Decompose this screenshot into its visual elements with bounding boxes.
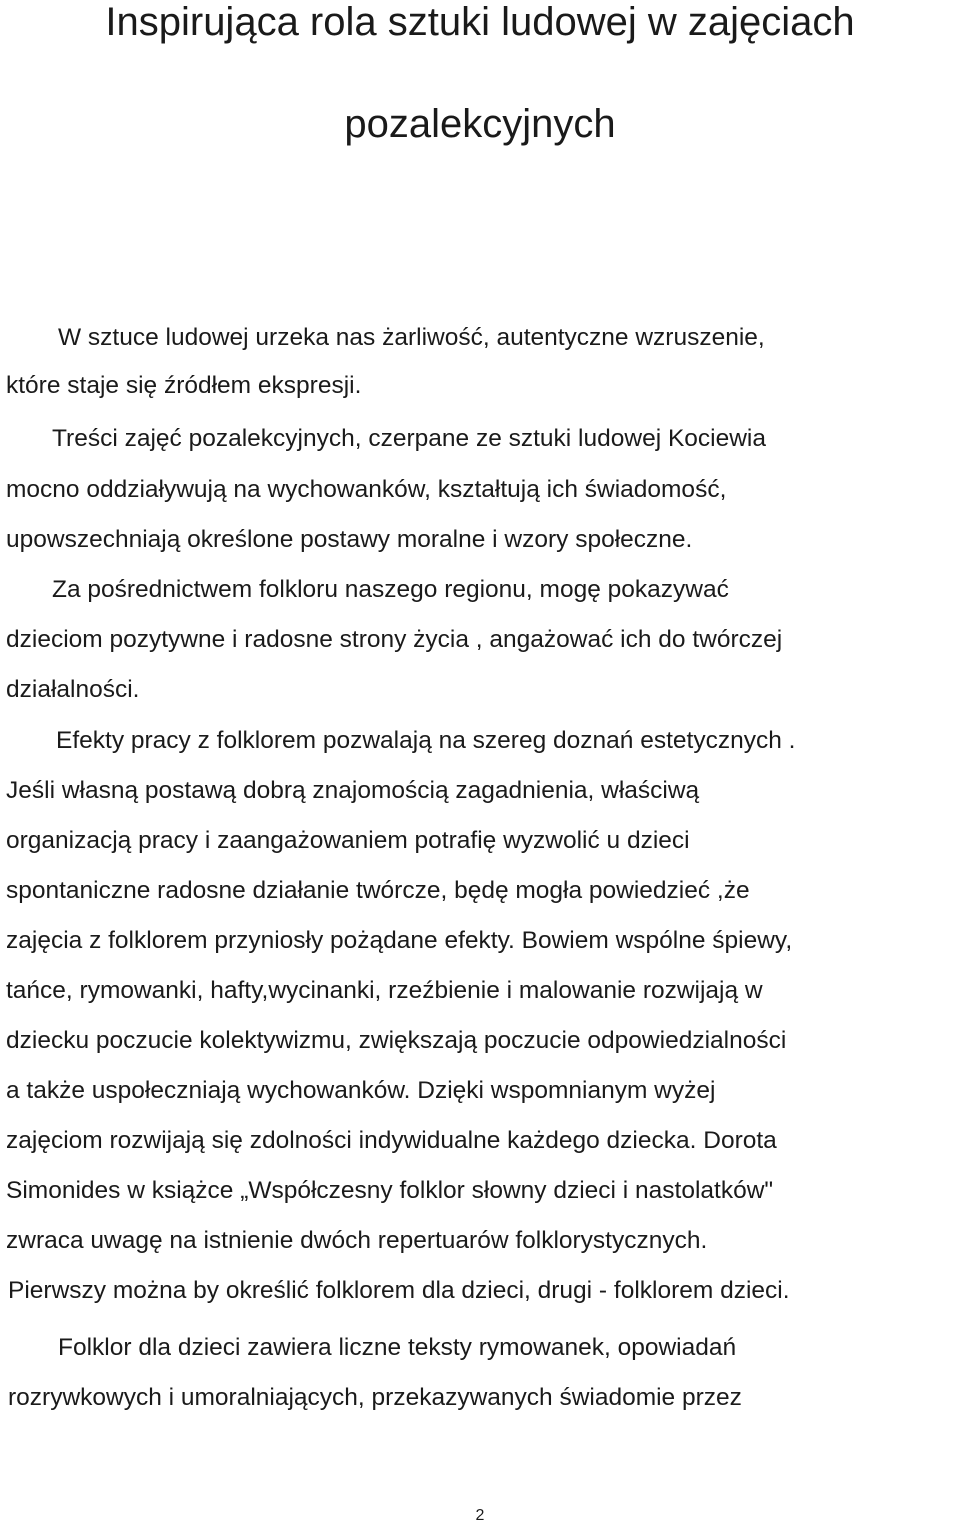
body-line: zajęcia z folklorem przyniosły pożądane efekty. Bowiem wspólne śpiewy, <box>6 927 793 954</box>
body-line: Folklor dla dzieci zawiera liczne teksty rymowanek, opowiadań <box>58 1334 737 1361</box>
body-line: Pierwszy można by określić folklorem dla dzieci, drugi - folklorem dzieci. <box>8 1277 790 1304</box>
body-line: W sztuce ludowej urzeka nas żarliwość, autentyczne wzruszenie, <box>58 324 765 351</box>
body-line: dziecku poczucie kolektywizmu, zwiększają poczucie odpowiedzialności <box>6 1027 787 1054</box>
document-title-line-2: pozalekcyjnych <box>344 102 616 146</box>
body-line: tańce, rymowanki, hafty,wycinanki, rzeźbienie i malowanie rozwijają w <box>6 977 763 1004</box>
body-line: spontaniczne radosne działanie twórcze, będę mogła powiedzieć ,że <box>6 877 750 904</box>
body-line: upowszechniają określone postawy moralne i wzory społeczne. <box>6 526 693 553</box>
body-line: Treści zajęć pozalekcyjnych, czerpane ze sztuki ludowej Kociewia <box>52 425 766 452</box>
body-line: a także uspołeczniają wychowanków. Dzięki wspomnianym wyżej <box>6 1077 716 1104</box>
page-number: 2 <box>475 1507 485 1524</box>
body-line: organizacją pracy i zaangażowaniem potrafię wyzwolić u dzieci <box>6 827 690 854</box>
body-line: działalności. <box>6 676 140 703</box>
body-line: dzieciom pozytywne i radosne strony życia , angażować ich do twórczej <box>6 626 783 653</box>
body-line: Simonides w książce „Współczesny folklor słowny dzieci i nastolatków" <box>6 1177 774 1204</box>
body-line: Efekty pracy z folklorem pozwalają na szereg doznań estetycznych . <box>56 727 796 754</box>
body-line: mocno oddziaływują na wychowanków, kształtują ich świadomość, <box>6 476 727 503</box>
document-title-line-1: Inspirująca rola sztuki ludowej w zajęciach <box>105 0 855 44</box>
body-line: rozrywkowych i umoralniających, przekazywanych świadomie przez <box>8 1384 742 1411</box>
body-line: zwraca uwagę na istnienie dwóch repertuarów folklorystycznych. <box>6 1227 708 1254</box>
body-line: Jeśli własną postawą dobrą znajomością zagadnienia, właściwą <box>6 777 700 804</box>
body-line: które staje się źródłem ekspresji. <box>6 372 362 399</box>
body-line: Za pośrednictwem folkloru naszego regionu, mogę pokazywać <box>52 576 729 603</box>
body-line: zajęciom rozwijają się zdolności indywidualne każdego dziecka. Dorota <box>6 1127 777 1154</box>
